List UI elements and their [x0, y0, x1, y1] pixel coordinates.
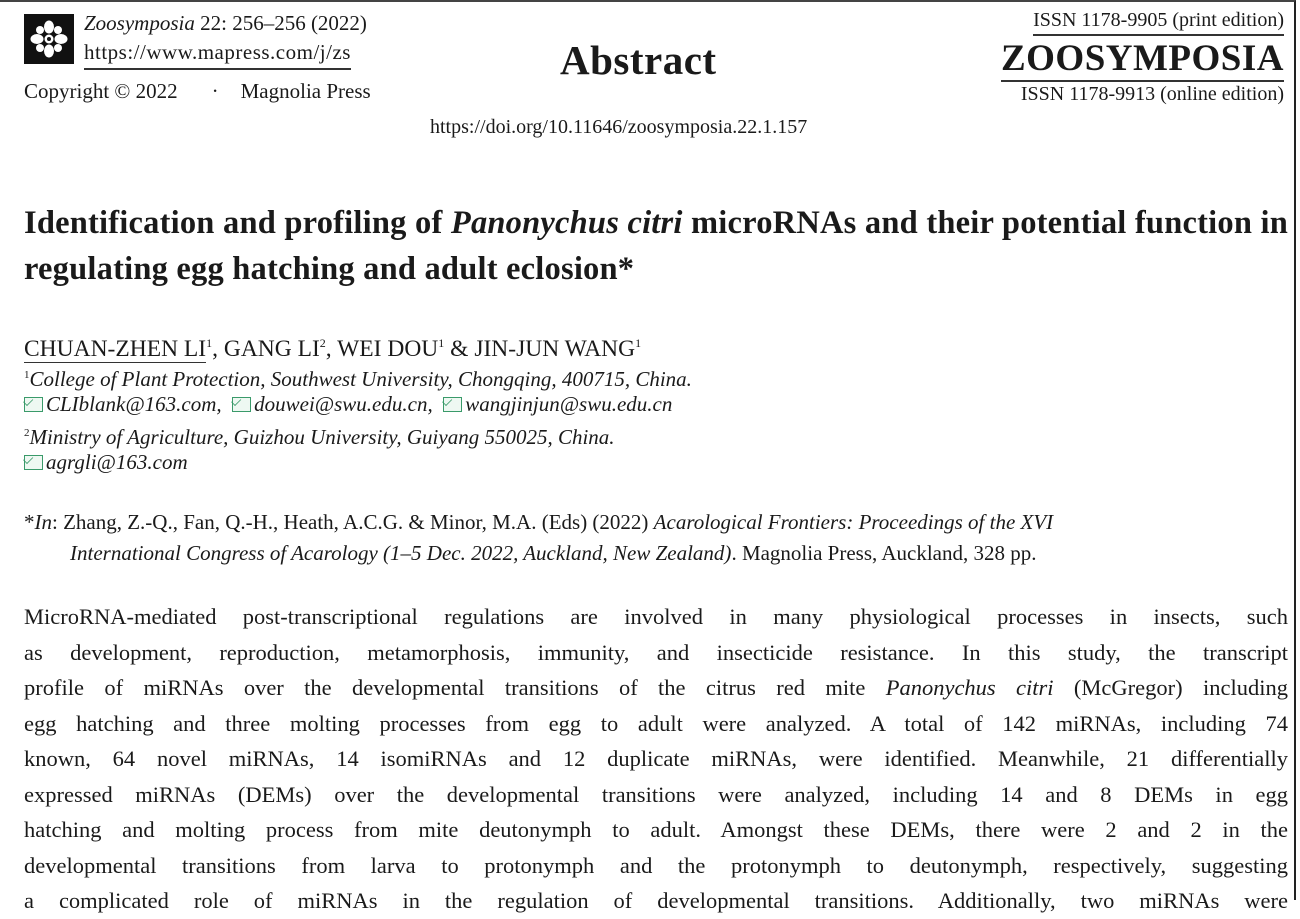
author-name: WEI DOU: [337, 335, 439, 362]
publisher-name: Magnolia Press: [240, 79, 371, 103]
abstract-line: as development, reproduction, metamorphosis, immunity, and insecticide resistance. In this study, the transcript: [24, 639, 1288, 665]
affiliation-number: 1: [24, 369, 30, 381]
abstract-line: developmental transitions from larva to protonymph and the protonymph to deutonymph, respectively, suggesting: [24, 852, 1288, 878]
author-list: [24, 327, 641, 365]
abstract-line: [24, 670, 1288, 706]
email-link[interactable]: agrgli@163.com: [46, 450, 188, 474]
citation-editors: : Zhang, Z.-Q., Fan, Q.-H., Heath, A.C.G. & Minor, M.A. (Eds) (2022): [52, 510, 654, 534]
abstract-line: hatching and molting process from mite deutonymph to adult. Amongst these DEMs, there were 2 and 2 in the: [24, 817, 1288, 842]
author-aff: 2: [319, 336, 326, 350]
title-species: Panonychus citri: [450, 205, 683, 241]
title-text-b: microRNAs and their potential function in regulating egg hatching and adult eclosion*: [24, 205, 1289, 287]
author-separator: &: [444, 335, 475, 362]
email-list-2: [24, 448, 188, 477]
author-name: JIN-JUN WANG: [474, 335, 636, 362]
masthead-title: ZOOSYMPOSIA: [1001, 38, 1284, 82]
journal-name: Zoosymposia: [84, 11, 195, 35]
author-aff: 1: [438, 336, 445, 350]
abstract-line: a complicated role of miRNAs in the regulation of developmental transitions. Additionally, two miRNAs were: [24, 888, 1288, 913]
journal-volume: 22: 256–256 (2022): [194, 11, 367, 35]
abstract-species: Panonychus citri: [885, 675, 1054, 700]
abstract-text: profile of miRNAs over the developmental transitions of the citrus red mite: [24, 675, 886, 700]
abstract-line: known, 64 novel miRNAs, 14 isomiRNAs and 12 duplicate miRNAs, were identified. Meanwhile, 21 differentially: [24, 746, 1288, 771]
issn-print: ISSN 1178-9905 (print edition): [1033, 7, 1284, 36]
journal-citation-header: [84, 9, 367, 70]
citation-book-title-b: International Congress of Acarology (1–5 Dec. 2022, Auckland, New Zealand): [70, 541, 732, 565]
email-icon: [443, 397, 462, 412]
email-icon: [24, 455, 43, 470]
doi-link[interactable]: https://doi.org/10.11646/zoosymposia.22.1.157: [430, 116, 808, 138]
article-title: [24, 200, 1288, 292]
abstract-body: [24, 599, 1288, 919]
abstract-line: egg hatching and three molting processes from egg to adult were analyzed. A total of 142 miRNAs, including 74: [24, 710, 1288, 736]
copyright-line: [24, 77, 371, 105]
affiliation-text: College of Plant Protection, Southwest University, Chongqing, 400715, China.: [29, 367, 692, 391]
citation-marker: *: [24, 510, 35, 534]
email-link[interactable]: wangjinjun@swu.edu.cn: [465, 392, 673, 416]
abstract-line: MicroRNA-mediated post-transcriptional regulations are involved in many physiological processes in insects, such: [24, 604, 1288, 629]
email-list-1: [24, 390, 672, 419]
abstract-line: expressed miRNAs (DEMs) over the developmental transitions were analyzed, including 14 and 8 DEMs in egg: [24, 781, 1288, 807]
author-separator: ,: [325, 335, 338, 362]
author-aff: 1: [635, 336, 642, 350]
issn-online: ISSN 1178-9913 (online edition): [1020, 83, 1284, 105]
masthead-block: [976, 7, 1284, 106]
title-text-a: Identification and profiling of: [24, 205, 451, 241]
email-link[interactable]: douwei@swu.edu.cn,: [254, 392, 433, 416]
email-link[interactable]: CLIblank@163.com,: [46, 392, 222, 416]
citation-in: In: [34, 510, 52, 534]
author-aff: 1: [206, 336, 213, 350]
email-icon: [24, 397, 43, 412]
journal-logo-icon: [24, 14, 74, 64]
citation-publisher: . Magnolia Press, Auckland, 328 pp.: [731, 541, 1037, 565]
author-name[interactable]: CHUAN-ZHEN LI: [24, 335, 207, 362]
copyright-text: Copyright © 2022: [24, 79, 178, 103]
proceedings-citation: [24, 507, 1288, 569]
citation-book-title-a: Acarological Frontiers: Proceedings of the XVI: [653, 510, 1054, 534]
email-icon: [232, 397, 251, 412]
author-name: GANG LI: [223, 335, 320, 362]
affiliation-text: Ministry of Agriculture, Guizhou University, Guiyang 550025, China.: [29, 425, 615, 449]
affiliation-number: 2: [24, 427, 30, 439]
abstract-text: (McGregor) including: [1053, 675, 1288, 700]
separator-dot: ·: [211, 79, 219, 103]
section-title: Abstract: [560, 37, 717, 83]
author-separator: ,: [212, 335, 224, 362]
journal-url-link[interactable]: https://www.mapress.com/j/zs: [84, 38, 351, 70]
